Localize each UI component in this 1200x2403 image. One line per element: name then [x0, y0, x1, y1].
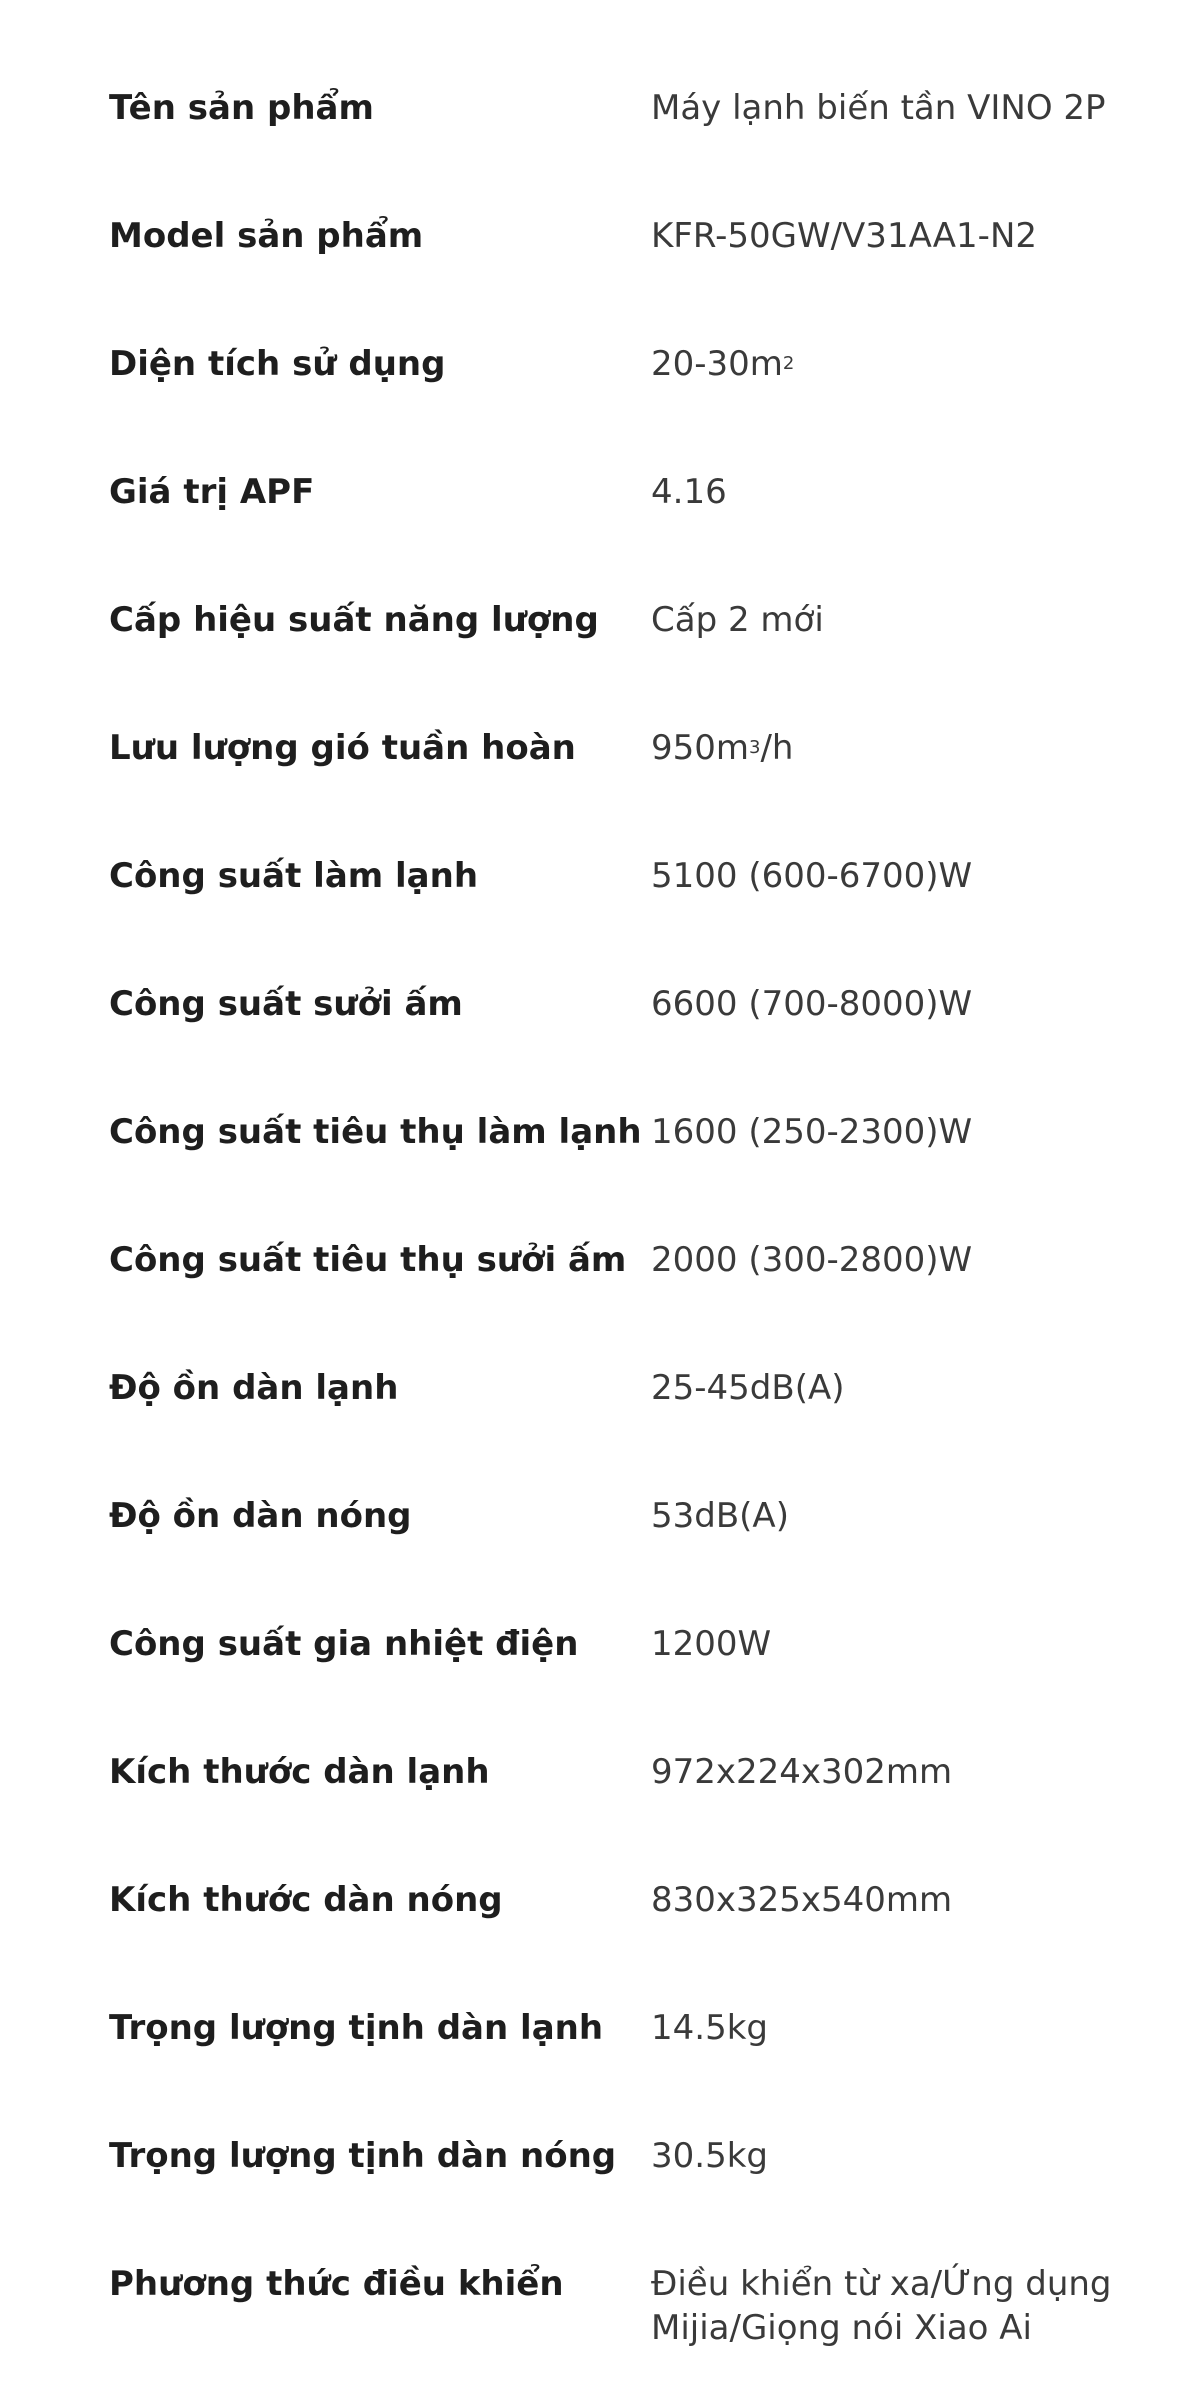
spec-value-line: Mijia/Giọng nói Xiao Ai: [651, 2308, 1032, 2348]
spec-label: Công suất tiêu thụ sưởi ấm: [109, 1240, 627, 1280]
spec-row-product-name: [0, 86, 1200, 166]
spec-value: [651, 2262, 1171, 2350]
spec-row-outdoor-noise: [0, 1494, 1200, 1574]
spec-label: Công suất gia nhiệt điện: [109, 1624, 579, 1664]
spec-value: 1200W: [651, 1624, 772, 1664]
spec-label: Công suất sưởi ấm: [109, 984, 463, 1024]
spec-value: 972x224x302mm: [651, 1752, 953, 1792]
spec-label: Phương thức điều khiển: [109, 2264, 564, 2304]
spec-row-indoor-dimensions: [0, 1750, 1200, 1830]
spec-value: 5100 (600-6700)W: [651, 856, 973, 896]
spec-row-outdoor-weight: [0, 2134, 1200, 2214]
spec-row-model: [0, 214, 1200, 294]
spec-row-heating-capacity: [0, 982, 1200, 1062]
spec-value: 14.5kg: [651, 2008, 768, 2048]
spec-value-suffix: /h: [760, 728, 794, 768]
spec-label: Công suất làm lạnh: [109, 856, 479, 896]
spec-row-indoor-noise: [0, 1366, 1200, 1446]
spec-label: Công suất tiêu thụ làm lạnh: [109, 1112, 642, 1152]
spec-value: KFR-50GW/V31AA1-N2: [651, 216, 1038, 256]
spec-value-line: Điều khiển từ xa/Ứng dụng: [651, 2264, 1112, 2304]
spec-value: 30.5kg: [651, 2136, 768, 2176]
spec-label: Giá trị APF: [109, 472, 315, 512]
spec-value: 6600 (700-8000)W: [651, 984, 973, 1024]
spec-row-control-method: [0, 2262, 1200, 2362]
spec-value: Cấp 2 mới: [651, 600, 824, 640]
spec-label: Kích thước dàn nóng: [109, 1880, 503, 1920]
spec-row-usable-area: [0, 342, 1200, 422]
spec-label: Diện tích sử dụng: [109, 344, 446, 384]
spec-value-text: 950m: [651, 728, 750, 768]
spec-label: Trọng lượng tịnh dàn lạnh: [109, 2008, 604, 2048]
spec-value: [651, 726, 1171, 770]
spec-row-airflow: [0, 726, 1200, 806]
spec-value: Máy lạnh biến tần VINO 2P: [651, 88, 1106, 128]
spec-row-heating-power-input: [0, 1238, 1200, 1318]
spec-label: Cấp hiệu suất năng lượng: [109, 600, 599, 640]
spec-value: 4.16: [651, 472, 727, 512]
spec-label: Tên sản phẩm: [109, 88, 374, 128]
spec-row-cooling-capacity: [0, 854, 1200, 934]
spec-row-cooling-power-input: [0, 1110, 1200, 1190]
spec-row-electric-heater: [0, 1622, 1200, 1702]
spec-label: Model sản phẩm: [109, 216, 424, 256]
spec-value: 830x325x540mm: [651, 1880, 953, 1920]
spec-row-indoor-weight: [0, 2006, 1200, 2086]
spec-value-text: 20-30m: [651, 344, 783, 384]
spec-row-apf: [0, 470, 1200, 550]
spec-label: Lưu lượng gió tuần hoàn: [109, 728, 576, 768]
spec-value: 25-45dB(A): [651, 1368, 845, 1408]
spec-value: 53dB(A): [651, 1496, 789, 1536]
spec-value-superscript: 2: [782, 353, 795, 374]
spec-value: 1600 (250-2300)W: [651, 1112, 973, 1152]
spec-row-energy-class: [0, 598, 1200, 678]
spec-value: 2000 (300-2800)W: [651, 1240, 973, 1280]
spec-value-superscript: 3: [749, 737, 761, 758]
spec-label: Trọng lượng tịnh dàn nóng: [109, 2136, 617, 2176]
spec-value: [651, 342, 1171, 386]
spec-label: Kích thước dàn lạnh: [109, 1752, 490, 1792]
spec-label: Độ ồn dàn nóng: [109, 1496, 412, 1536]
spec-label: Độ ồn dàn lạnh: [109, 1368, 399, 1408]
spec-row-outdoor-dimensions: [0, 1878, 1200, 1958]
